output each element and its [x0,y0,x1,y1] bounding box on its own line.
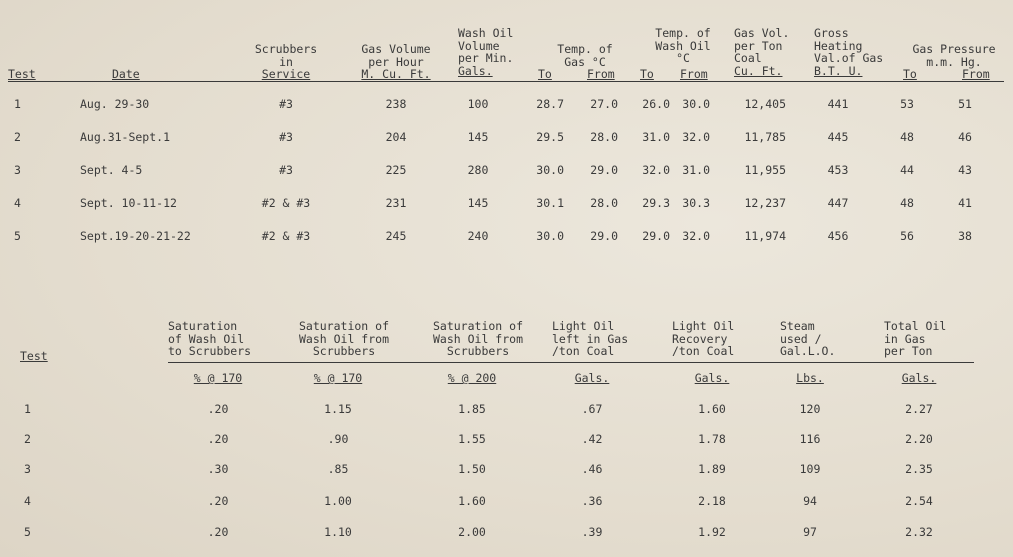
t1-header-press-from: From [962,67,990,81]
t2-header-sat-from: Saturation of Wash Oil from Scrubbers [298,319,389,358]
t2-cell-steam: 94 [803,494,817,508]
t2-cell-rec: 1.78 [698,432,726,446]
t1-cell-oil-to: 29.0 [642,229,670,243]
t2-cell-test: 1 [24,402,31,416]
t2-cell-left: .39 [581,525,603,539]
t2-cell-test: 3 [24,462,31,476]
t2-unit-sat-to: % @ 170 [193,371,243,385]
t1-cell-scrubbers: #3 [279,163,293,177]
t2-cell-rec: 1.92 [698,525,726,539]
t2-cell-sat-to: .20 [207,432,229,446]
t1-cell-press-from: 41 [958,196,972,210]
t1-header-oil-from: From [680,67,708,81]
t1-cell-oil-from: 32.0 [682,130,710,144]
t1-header-oil-to: To [640,67,654,81]
t2-header-sat-to: Saturation of Wash Oil to Scrubbers [168,319,252,358]
t1-cell-oil-from: 32.0 [682,229,710,243]
t1-cell-press-from: 46 [958,130,972,144]
t1-header-gas-vol-ton: Gas Vol. per Ton Coal Cu. Ft. [734,26,790,78]
t1-cell-date: Aug.31-Sept.1 [80,130,171,144]
t1-cell-press-to: 48 [900,196,914,210]
t1-header-gas-volume: Gas Volume per Hour M. Cu. Ft. [361,42,431,81]
t1-cell-gas-vol-ton: 11,955 [744,163,786,177]
t1-cell-scrubbers: #2 & #3 [261,196,311,210]
t1-cell-wash-oil: 100 [467,97,489,111]
t1-cell-test: 1 [14,97,21,111]
t2-header-light-oil-rec: Light Oil Recovery /ton Coal [672,319,735,358]
t2-cell-test: 4 [24,494,31,508]
t2-cell-sat-from: 1.15 [324,402,352,416]
t1-cell-test: 2 [14,130,21,144]
t1-cell-gas-from: 28.0 [590,130,618,144]
t2-cell-rec: 1.60 [698,402,726,416]
t2-cell-total: 2.32 [905,525,933,539]
t2-cell-sat-from200: 1.50 [458,462,486,476]
t2-cell-rec: 2.18 [698,494,726,508]
t2-header-rule [168,362,974,363]
t2-unit-light-oil-left: Gals. [574,371,610,385]
t1-header-press-to: To [903,67,917,81]
t1-cell-wash-oil: 280 [467,163,489,177]
t2-unit-sat-from200: % @ 200 [447,371,497,385]
t2-cell-sat-from: 1.00 [324,494,352,508]
t2-unit-sat-from: % @ 170 [313,371,363,385]
t1-cell-wash-oil: 145 [467,130,489,144]
t2-cell-left: .67 [581,402,603,416]
t2-cell-sat-from: .85 [327,462,349,476]
t1-cell-gas-vol-ton: 11,785 [744,130,786,144]
t2-unit-total-oil: Gals. [901,371,937,385]
t2-cell-rec: 1.89 [698,462,726,476]
t1-cell-oil-from: 30.0 [682,97,710,111]
t1-cell-date: Aug. 29-30 [80,97,150,111]
t2-cell-left: .36 [581,494,603,508]
t2-unit-steam: Lbs. [796,371,824,385]
t1-cell-date: Sept. 4-5 [80,163,143,177]
t1-cell-oil-from: 31.0 [682,163,710,177]
t1-header-heating-val: Gross Heating Val.of Gas B.T. U. [814,26,884,78]
t1-cell-heating: 447 [827,196,849,210]
t1-cell-heating: 445 [827,130,849,144]
t1-cell-press-to: 53 [900,97,914,111]
t1-cell-heating: 456 [827,229,849,243]
t1-cell-gas-to: 30.1 [536,196,564,210]
t2-cell-left: .46 [581,462,603,476]
t1-cell-press-from: 51 [958,97,972,111]
t2-header-steam: Steam used / Gal.L.O. [780,319,836,358]
t1-cell-press-to: 48 [900,130,914,144]
t2-cell-left: .42 [581,432,603,446]
t1-cell-press-from: 38 [958,229,972,243]
t1-cell-oil-to: 26.0 [642,97,670,111]
t2-unit-light-oil-rec: Gals. [694,371,730,385]
t1-cell-gas-vol-ton: 11,974 [744,229,786,243]
t1-header-wash-oil-volume: Wash Oil Volume per Min. Gals. [458,26,514,78]
t1-cell-gas-vol-ton: 12,237 [744,196,786,210]
t2-cell-sat-from200: 1.60 [458,494,486,508]
t1-cell-press-to: 56 [900,229,914,243]
t1-header-temp-wash-oil: Temp. of Wash Oil °C [655,26,711,65]
t1-cell-oil-to: 31.0 [642,130,670,144]
t1-cell-press-to: 44 [900,163,914,177]
t1-cell-scrubbers: #3 [279,97,293,111]
t2-cell-total: 2.54 [905,494,933,508]
t2-cell-steam: 116 [799,432,821,446]
t1-header-rule [8,81,1004,82]
t1-header-test: Test [8,67,36,81]
t1-cell-test: 3 [14,163,21,177]
t1-cell-test: 5 [14,229,21,243]
t1-cell-gas-volume: 231 [385,196,407,210]
t1-cell-scrubbers: #3 [279,130,293,144]
t1-cell-heating: 453 [827,163,849,177]
t1-cell-date: Sept.19-20-21-22 [80,229,191,243]
t2-header-total-oil: Total Oil in Gas per Ton [884,319,947,358]
t1-cell-scrubbers: #2 & #3 [261,229,311,243]
t1-cell-wash-oil: 145 [467,196,489,210]
t2-cell-sat-from: 1.10 [324,525,352,539]
t1-cell-oil-from: 30.3 [682,196,710,210]
t1-header-date: Date [112,67,140,81]
t1-cell-gas-to: 30.0 [536,229,564,243]
t1-cell-gas-to: 28.7 [536,97,564,111]
t1-header-gas-from: From [587,67,615,81]
t1-cell-gas-from: 28.0 [590,196,618,210]
t2-cell-sat-from200: 1.55 [458,432,486,446]
t1-cell-oil-to: 32.0 [642,163,670,177]
t1-cell-gas-volume: 245 [385,229,407,243]
t2-cell-sat-from: .90 [327,432,349,446]
t1-cell-gas-to: 29.5 [536,130,564,144]
t2-header-test: Test [20,349,48,363]
t1-cell-gas-volume: 204 [385,130,407,144]
t1-cell-date: Sept. 10-11-12 [80,196,177,210]
t2-cell-total: 2.20 [905,432,933,446]
t2-cell-total: 2.35 [905,462,933,476]
t1-cell-press-from: 43 [958,163,972,177]
t2-header-sat-from200: Saturation of Wash Oil from Scrubbers [432,319,523,358]
t1-cell-gas-from: 29.0 [590,163,618,177]
t1-cell-gas-from: 27.0 [590,97,618,111]
t2-cell-test: 5 [24,525,31,539]
t1-header-temp-gas: Temp. of Gas °C [557,42,613,69]
t2-cell-sat-to: .20 [207,402,229,416]
t2-header-light-oil-left: Light Oil left in Gas /ton Coal [552,319,629,358]
t1-cell-oil-to: 29.3 [642,196,670,210]
t1-header-gas-to: To [538,67,552,81]
t2-cell-steam: 120 [799,402,821,416]
t2-cell-sat-from200: 1.85 [458,402,486,416]
t2-cell-sat-from200: 2.00 [458,525,486,539]
t2-cell-steam: 109 [799,462,821,476]
t1-cell-gas-volume: 238 [385,97,407,111]
t1-cell-test: 4 [14,196,21,210]
t2-cell-sat-to: .20 [207,525,229,539]
t1-cell-wash-oil: 240 [467,229,489,243]
t2-cell-total: 2.27 [905,402,933,416]
t2-cell-test: 2 [24,432,31,446]
t1-cell-gas-from: 29.0 [590,229,618,243]
t2-cell-sat-to: .20 [207,494,229,508]
t1-header-gas-pressure: Gas Pressure m.m. Hg. [912,42,996,69]
t1-cell-gas-volume: 225 [385,163,407,177]
t1-cell-gas-vol-ton: 12,405 [744,97,786,111]
t2-cell-sat-to: .30 [207,462,229,476]
t2-cell-steam: 97 [803,525,817,539]
t1-cell-gas-to: 30.0 [536,163,564,177]
t1-header-scrubbers: Scrubbers in Service [254,42,318,81]
t1-cell-heating: 441 [827,97,849,111]
